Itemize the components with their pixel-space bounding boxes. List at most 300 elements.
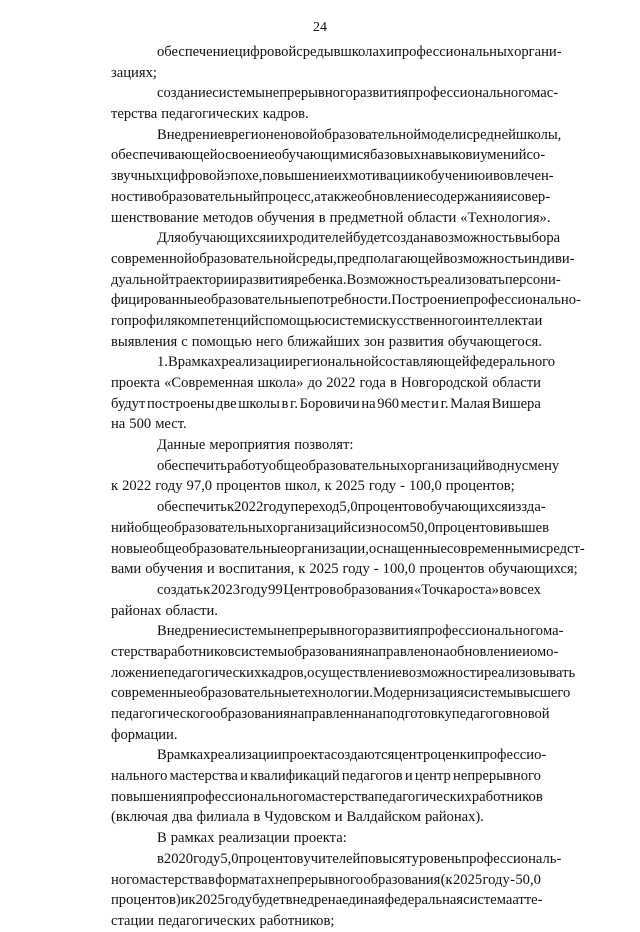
word: в [389,375,397,391]
word: в [224,126,232,143]
word: роста» [457,581,499,598]
word: индиви- [524,250,575,267]
text-line [111,290,581,311]
word: В [157,830,167,847]
text-line [111,352,556,373]
word: 2022 [326,375,356,391]
word: процентов [216,478,281,495]
word: ребенка. [294,271,347,288]
word: будет [252,892,286,909]
word: вами [111,561,142,578]
word: мотивации [349,168,417,185]
word: профессиональ- [461,850,562,867]
word: в [157,850,164,867]
word: развития [239,271,295,288]
word: и [180,892,189,909]
word: также [320,188,358,205]
word: федеральная [384,892,464,909]
word: мероприятия [209,437,291,454]
word: 2022 [234,499,264,516]
text-line [111,270,561,291]
word: Малая [450,395,491,412]
word: единая [342,892,385,909]
word: направленна [289,706,369,722]
word: проекта [111,375,160,391]
word: два [172,809,193,826]
word: эпохе, [224,168,263,185]
word: школы, [515,126,562,143]
word: к [416,168,424,185]
word: года [359,375,386,391]
text-line [111,601,541,622]
word: общеобразовательных [134,519,273,536]
text-line [111,373,541,394]
word: ного [111,871,140,888]
word: омо- [529,643,559,660]
text-line [111,849,562,870]
word: воспитания, [218,561,295,578]
word: федерального [469,354,556,371]
word: Чудовском [264,809,331,826]
word: го [111,312,124,329]
text-line [111,311,541,332]
word: работников [163,643,235,660]
word: направлено [364,643,436,660]
word: процентов [357,499,423,516]
word: потребности. [308,292,392,309]
word: содержания [429,188,504,205]
word: и [240,768,248,785]
text-line [111,828,541,849]
word: году [368,478,397,495]
word: уровень [411,850,462,867]
word: году [155,478,183,495]
word: переход [290,499,340,516]
word: Новгородской [400,375,489,391]
word: на [111,416,126,433]
word: со- [526,147,546,164]
word: совер- [510,188,551,205]
word: персони- [504,271,561,288]
word: 99 [268,581,283,598]
text-line [111,42,562,63]
word: г. [290,395,299,412]
word: Центров [283,581,337,598]
word: зон [363,333,385,350]
text-line [111,228,561,249]
word: модели [421,126,467,143]
word: 2023 [210,581,241,598]
word: подготовку [382,706,452,722]
word: базовых [369,147,421,164]
page-number: 24 [313,20,327,35]
text-line [111,580,541,601]
word: области [407,209,457,226]
word: повышения [111,788,183,805]
word: в [281,395,289,412]
word: создание [157,85,213,102]
text-line [111,870,541,891]
word: из [507,499,522,516]
word: области [492,375,541,391]
text-line [111,476,541,497]
word: Вишера [491,395,541,412]
word: образовательные [193,685,299,702]
word: с [258,312,266,329]
word: мест. [155,416,187,433]
word: средст- [539,540,585,557]
word: и [534,312,543,329]
word: мастерства [306,788,375,805]
word: кадров. [262,106,309,123]
word: образования [363,871,441,888]
word: и [334,809,343,826]
word: составляющей [378,354,470,371]
word: 2025 [195,892,225,909]
word: их [334,168,350,185]
text-line [111,745,547,766]
word: ма- [543,623,564,640]
word: профессио- [474,747,547,764]
text-line [111,642,559,663]
word: 100,0 [382,561,416,578]
word: обеспечить [157,457,227,474]
word: на [435,643,450,660]
word: году [193,850,221,867]
word: возможность [443,250,525,267]
word: «Технология». [460,209,551,226]
word: работников [471,788,543,805]
word: и [206,561,215,578]
word: к [203,581,211,598]
word: образовательные [203,292,309,309]
word: нального [111,768,168,785]
word: износом [357,519,410,536]
word: 500 [129,416,152,433]
text-line [111,559,578,580]
word: дуальной [111,271,169,288]
word: центр [414,768,451,785]
word: - [373,561,379,578]
word: в [253,809,261,826]
word: и [431,395,439,412]
word: искусственного [368,312,466,329]
word: вовлечен- [492,168,554,185]
text-line [111,104,541,125]
word: стации [111,912,154,929]
word: и [503,188,511,205]
word: всех [513,581,541,598]
word: обучению [423,168,486,185]
word: профессионально- [465,292,581,309]
word: создаются [330,747,395,764]
word: в [333,44,341,60]
word: выбора [514,230,561,247]
text-line [111,125,562,146]
word: процентов; [445,478,515,495]
word: процесс, [260,188,315,205]
word: Возможность [346,271,431,288]
word: высшего [516,685,571,702]
word: учителей [303,850,361,867]
word: школы [238,395,280,412]
word: шенствование [111,209,199,226]
word: будут [111,395,146,412]
word: в [208,871,215,888]
word: мастерства [169,768,238,785]
word: ний [111,519,135,536]
word: и [386,44,395,60]
word: образовательной [317,126,422,143]
word: рамках [177,354,222,371]
word: обучения [257,209,315,226]
word: освоение [217,147,275,164]
word: непрерывного [264,85,353,102]
word: осуществление [307,664,402,681]
word: к [226,499,235,516]
word: Модернизация [372,685,464,702]
word: области. [165,602,218,619]
word: педагогического [111,706,213,722]
word: общеобразовательных [268,457,408,474]
word: образования [336,581,414,598]
word: педагогов [451,706,513,722]
word: школ, [284,478,321,495]
word: проекта [281,747,331,764]
word: системы [212,85,265,102]
word: «Современная [164,375,254,391]
word: Внедрение [157,623,225,640]
word: в [318,209,326,226]
word: г. [440,395,449,412]
word: ложение [111,664,164,681]
word: форматах [215,871,275,888]
word: организаций [272,519,352,536]
word: новой [280,126,318,143]
word: «Точка [413,581,457,598]
word: обеспечивающей [111,147,218,164]
word: профессиональных [394,44,515,60]
word: районах). [424,809,484,826]
word: во [499,581,514,598]
word: развития [364,623,420,640]
text-line [111,63,541,84]
word: средней [466,126,516,143]
word: работу [226,457,269,474]
word: системы [224,623,277,640]
text-line [111,332,541,353]
text-line [111,249,575,270]
word: 97,0 [186,478,213,495]
word: одну [492,457,522,474]
word: оценки [430,747,475,764]
word: предметной [329,209,404,226]
word: современной [111,250,192,267]
word: обеспечение [157,44,235,60]
text-line [111,683,571,704]
word: мест [400,395,430,412]
word: современными [446,540,540,557]
word: формации. [111,726,178,743]
word: 50,0 [409,519,436,536]
word: выявления [111,333,178,350]
word: году [240,581,268,598]
text-line [111,890,541,911]
text-line [111,704,550,725]
word: помощью [265,312,326,329]
word: на [361,395,376,412]
word: году [342,561,370,578]
word: мастерства [139,871,208,888]
word: к [298,561,306,578]
word: образовательный [154,188,261,205]
word: развития [352,85,408,102]
word: педагогов [341,768,403,785]
word: к [324,478,332,495]
word: регионе [231,126,281,143]
word: ности [111,188,148,205]
word: обучения [145,561,203,578]
text-line [111,208,551,229]
word: и [472,147,481,164]
word: Построение [391,292,466,309]
word: организации, [286,540,369,557]
word: В [167,354,178,371]
word: систем [325,312,369,329]
word: процентов) [111,892,181,909]
word: обучающихся [422,499,508,516]
word: обучающегося. [447,333,542,350]
word: будет [353,230,387,247]
word: образовательной [191,250,296,267]
word: образования [287,643,365,660]
text-line [111,518,550,539]
word: обучающихся; [488,561,578,578]
word: обновление [449,643,523,660]
body-text [111,42,585,932]
word: процентов [419,561,485,578]
word: позволят: [294,437,354,454]
word: проекта: [293,830,347,847]
word: создать [157,581,203,598]
word: В [157,747,167,764]
word: педагогических [161,106,259,123]
word: педагогических [157,912,256,929]
text-line [111,663,576,684]
word: интеллекта [465,312,535,329]
word: непрерывного [453,768,541,785]
word: до [307,375,323,391]
word: 2025 [309,561,339,578]
word: году [263,499,291,516]
word: навыков [420,147,473,164]
text-line [111,456,560,477]
word: профессионального [419,623,543,640]
word: 100,0 [408,478,442,495]
word: зациях; [111,64,157,81]
word: атте- [512,892,543,909]
word: - [510,871,515,888]
word: реализации [218,830,290,847]
text-line [111,83,559,104]
word: органи- [514,44,562,60]
word: непрерывного [276,623,365,640]
word: 1. [157,354,168,371]
word: с [351,519,358,536]
word: новые [111,540,150,557]
word: и [522,643,530,660]
text-line [111,187,551,208]
text-line [111,766,541,787]
text-line [111,435,541,456]
word: 5,0 [220,850,239,867]
word: - [400,478,405,495]
word: и [404,768,413,785]
word: системы [463,685,517,702]
text-line [111,539,585,560]
word: на [368,706,383,722]
word: среды, [295,250,337,267]
word: а [314,188,321,205]
text-line [111,414,541,435]
word: региональной [292,354,379,371]
word: филиала [196,809,250,826]
word: мас- [531,85,559,102]
word: системы [234,643,288,660]
word: методов [202,209,254,226]
word: развития [388,333,444,350]
word: и [485,168,493,185]
word: Для [157,230,181,247]
word: кадров, [261,664,308,681]
word: технологии. [298,685,373,702]
word: году [224,892,253,909]
word: звучных [111,168,163,185]
word: среды [296,44,334,60]
word: зда- [521,499,546,516]
word: 2025 [335,478,365,495]
word: 2022 [122,478,152,495]
word: смену [521,457,560,474]
word: (включая [111,809,168,826]
word: умений [480,147,527,164]
text-line [111,911,541,932]
word: организаций [407,457,486,474]
word: обучающихся [180,230,267,247]
word: возможности [401,664,484,681]
text-line [111,166,554,187]
word: цифровой [234,44,297,60]
word: в [542,519,550,536]
word: и [499,519,508,536]
word: 2020 [163,850,194,867]
word: новой [512,706,550,722]
text-line [111,145,546,166]
word: педагогических [163,664,262,681]
word: реализовать [430,271,505,288]
word: и [266,230,275,247]
word: 960 [377,395,400,412]
text-line [111,725,541,746]
word: 50,0 [515,871,541,888]
word: их [274,230,290,247]
word: реализации [221,354,293,371]
word: рамках [166,747,211,764]
word: педагогических [374,788,472,805]
word: реализовывать [483,664,576,681]
word: профиля [123,312,178,329]
word: рамках [170,830,215,847]
